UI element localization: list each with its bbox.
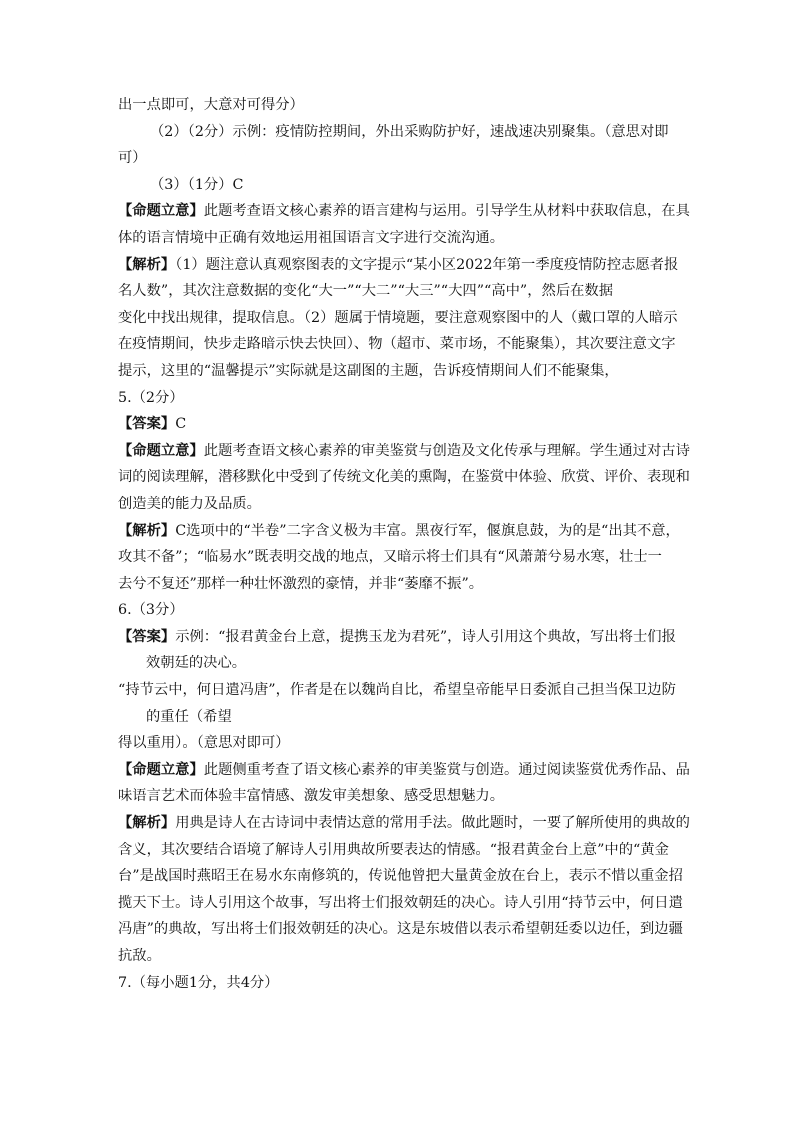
text-segment: 7.（每小题1分，共4分） — [118, 974, 279, 991]
text-line — [118, 730, 678, 757]
text-line — [118, 571, 678, 598]
text-line — [118, 810, 690, 837]
text-segment: 味语言艺术而体验丰富情感、激发审美想象、感受思想魅力。 — [118, 788, 505, 805]
section-label: 【命题立意】 — [118, 761, 204, 778]
text-segment: 体的语言情境中正确有效地运用祖国语言文字进行交流沟通。 — [118, 229, 505, 246]
text-segment: （1）题注意认真观察图表的文字提示“某小区2022年第一季度疫情防控志愿者报 — [175, 256, 679, 273]
text-segment: 此题考查语文核心素养的审美鉴赏与创造及文化传承与理解。学生通过对古诗 — [203, 442, 690, 459]
section-label: 【答案】 — [118, 416, 176, 433]
section-label: 【解析】 — [118, 256, 176, 273]
text-segment: 词的阅读理解，潜移默化中受到了传统文化美的熏陶，在鉴赏中体验、欣赏、评价、表现和 — [118, 469, 690, 486]
text-line — [118, 119, 678, 146]
section-label: 【解析】 — [118, 815, 176, 832]
text-line — [118, 544, 678, 571]
text-segment: 5.（2分） — [118, 389, 184, 406]
text-line — [118, 890, 683, 917]
text-segment: 攻其不备”；“临易水”既表明交战的地点，又暗示将士们具有“风萧萧兮易水寒，壮士一 — [118, 549, 662, 566]
text-segment: 效朝廷的决心。 — [146, 655, 247, 672]
text-segment: 6.（3分） — [118, 602, 184, 619]
text-segment: 去兮不复还”那样一种壮怀激烈的豪情，并非“萎靡不振”。 — [118, 575, 484, 592]
section-label: 【命题立意】 — [118, 442, 204, 459]
text-segment: 创造美的能力及品质。 — [118, 495, 261, 512]
text-line — [118, 597, 678, 624]
text-segment: 台”是战国时燕昭王在易水东南修筑的，传说他曾把大量黄金放在台上，表示不惜以重金招 — [118, 868, 683, 885]
text-line — [118, 970, 678, 997]
text-segment: 得以重用）。（意思对即可） — [118, 735, 290, 752]
text-line — [118, 943, 678, 970]
text-segment: （3）（1分）C — [150, 176, 244, 193]
text-segment: C — [175, 416, 187, 433]
text-segment: 含义，其次要结合语境了解诗人引用典故所要表达的情感。“报君黄金台上意”中的“黄金 — [118, 841, 669, 858]
text-line — [118, 757, 690, 784]
section-label: 【命题立意】 — [118, 203, 204, 220]
text-segment: 出一点即可，大意对可得分） — [118, 97, 304, 113]
text-line — [118, 491, 678, 518]
text-line — [118, 916, 683, 943]
text-segment: 可） — [118, 150, 147, 167]
text-line — [118, 278, 678, 305]
text-segment: 在疫情期间，快步走路暗示快去快回）、物（超市、菜市场，不能聚集），其次要注意文字 — [118, 336, 676, 353]
section-label: 【解析】 — [118, 522, 176, 539]
text-line — [118, 172, 678, 199]
text-line — [118, 677, 678, 704]
text-segment: 变化中找出规律，提取信息。（2）题属于情境题，要注意观察图中的人（戴口罩的人暗示 — [118, 309, 678, 326]
text-segment: 此题侧重考查了语文核心素养的审美鉴赏与创造。通过阅读鉴赏优秀作品、品 — [203, 761, 690, 778]
text-segment: （2）（2分）示例：疫情防控期间，外出采购防护好，速战速决别聚集。（意思对即 — [150, 123, 669, 140]
text-segment: 的重任（希望 — [146, 708, 232, 725]
text-segment: 提示，这里的“温馨提示”实际就是这副图的主题，告诉疫情期间人们不能聚集， — [118, 362, 619, 379]
text-segment: 抗敌。 — [118, 948, 161, 964]
text-segment: “持节云中，何日遣冯唐”，作者是在以魏尚自比，希望皇帝能早日委派自己担当保卫边防 — [118, 682, 676, 699]
text-segment: 示例：“报君黄金台上意，提携玉龙为君死”，诗人引用这个典故，写出将士们报 — [175, 628, 676, 645]
text-line — [118, 252, 678, 279]
text-line — [118, 624, 678, 651]
text-line — [118, 145, 678, 172]
text-line — [118, 650, 678, 677]
text-line — [118, 863, 683, 890]
text-line — [118, 704, 678, 731]
text-line — [118, 385, 678, 412]
text-line — [118, 92, 678, 119]
text-segment: 名人数”，其次注意数据的变化“大一”“大二”“大三”“大四”“高中”，然后在数据 — [118, 283, 614, 300]
text-segment: 冯唐”的典故，写出将士们报效朝廷的决心。这是东坡借以表示希望朝廷委以边任，到边疆 — [118, 921, 683, 938]
text-line — [118, 783, 678, 810]
text-line — [118, 411, 678, 438]
text-segment: 用典是诗人在古诗词中表情达意的常用手法。做此题时，一要了解所使用的典故的 — [175, 815, 690, 832]
text-segment: 揽天下士。诗人引用这个故事，写出将士们报效朝廷的决心。诗人引用“持节云中，何日遣 — [118, 894, 683, 911]
text-line — [118, 225, 678, 252]
text-line — [118, 518, 678, 545]
text-line — [118, 438, 690, 465]
text-line — [118, 464, 690, 491]
text-segment: 此题考查语文核心素养的语言建构与运用。引导学生从材料中获取信息，在具 — [203, 203, 690, 220]
text-segment: C选项中的“半卷”二字含义极为丰富。黑夜行军，偃旗息鼓，为的是“出其不意， — [175, 522, 680, 539]
text-line — [118, 198, 690, 225]
document-page — [118, 92, 690, 996]
text-line — [118, 358, 678, 385]
text-line — [118, 305, 678, 332]
text-line — [118, 331, 678, 358]
text-line — [118, 837, 678, 864]
section-label: 【答案】 — [118, 628, 176, 645]
